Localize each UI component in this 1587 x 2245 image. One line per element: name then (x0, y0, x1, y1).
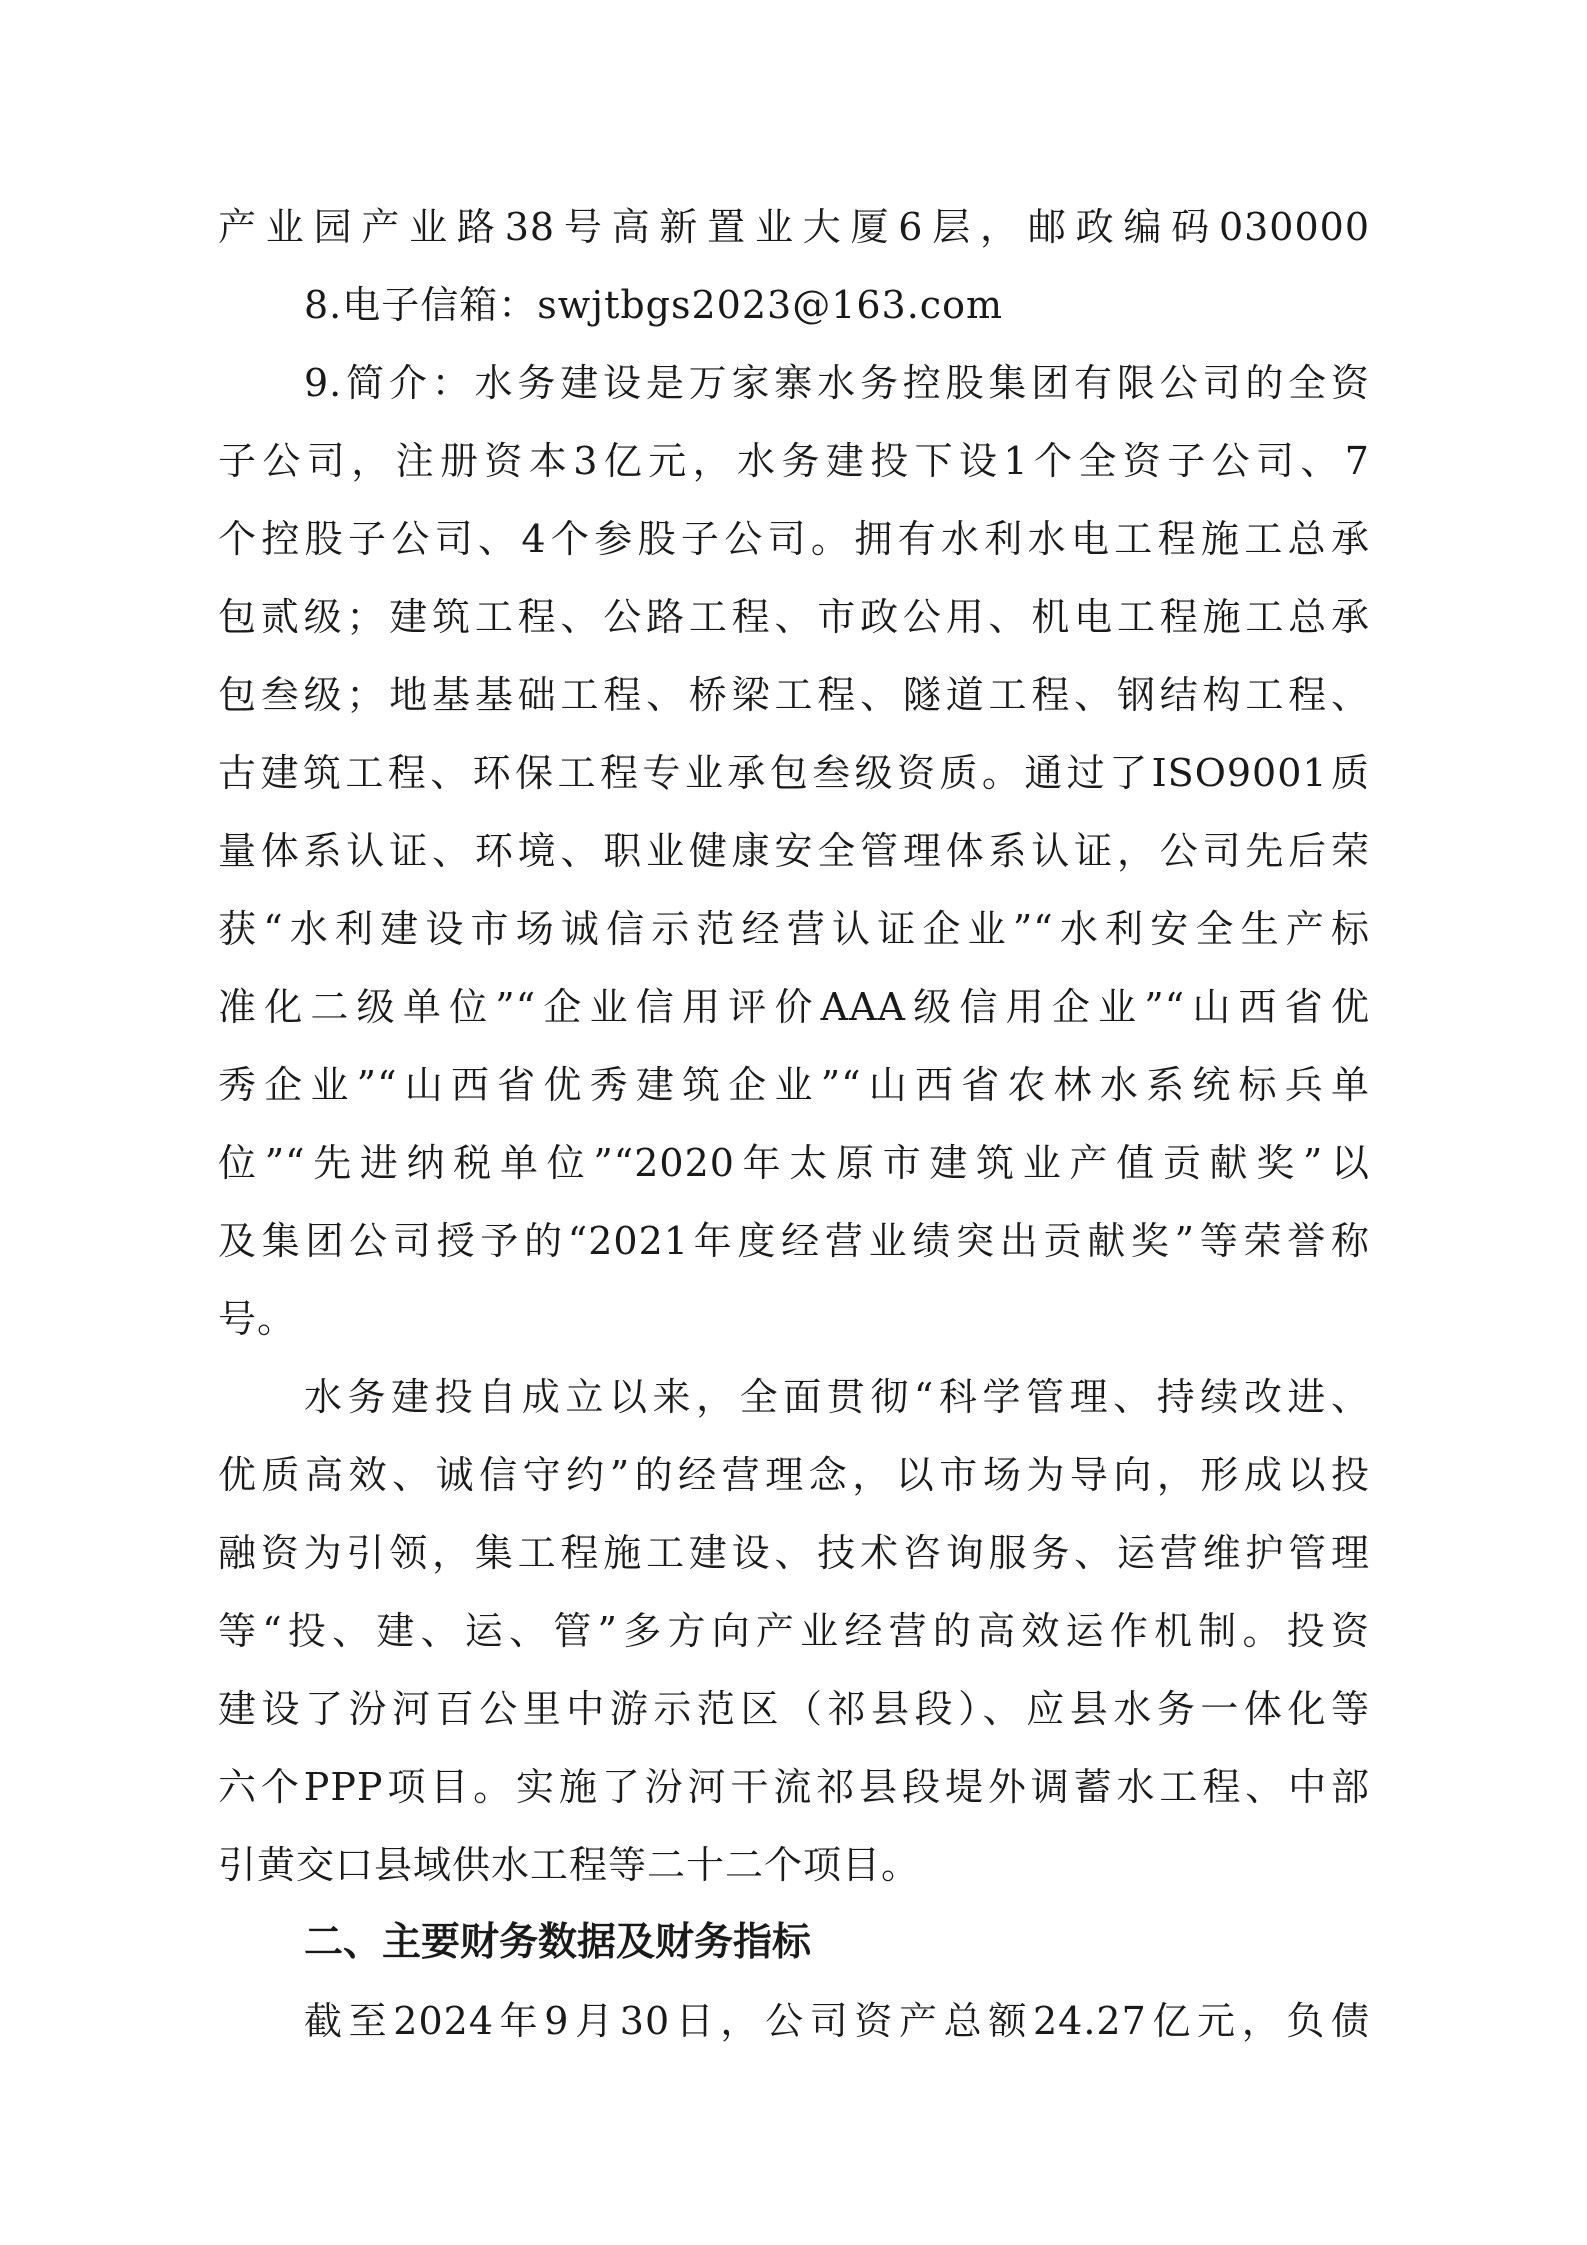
text-line: 古建筑工程、环保工程专业承包叁级资质。通过了ISO9001质 (218, 751, 1370, 795)
text-line: 引黄交口县域供水工程等二十二个项目。 (218, 1843, 921, 1887)
text-line: 包叁级；地基基础工程、桥梁工程、隧道工程、钢结构工程、 (218, 673, 1370, 717)
text-line: 个控股子公司、4个参股子公司。拥有水利水电工程施工总承 (218, 517, 1370, 561)
text-line: 9.简介：水务建设是万家寨水务控股集团有限公司的全资 (304, 361, 1370, 405)
document-body (218, 188, 1370, 2060)
text-line: 量体系认证、环境、职业健康安全管理体系认证，公司先后荣 (218, 829, 1370, 873)
text-line: 8.电子信箱：swjtbgs2023@163.com (304, 283, 1003, 327)
text-line: 等“投、建、运、管”多方向产业经营的高效运作机制。投资 (218, 1609, 1370, 1653)
text-line: 截至2024年9月30日，公司资产总额24.27亿元，负债 (304, 1999, 1370, 2043)
text-line: 优质高效、诚信守约”的经营理念，以市场为导向，形成以投 (218, 1453, 1370, 1497)
text-line: 位”“先进纳税单位”“2020年太原市建筑业产值贡献奖”以 (218, 1141, 1370, 1185)
text-line: 秀企业”“山西省优秀建筑企业”“山西省农林水系统标兵单 (218, 1063, 1370, 1107)
text-line: 六个PPP项目。实施了汾河干流祁县段堤外调蓄水工程、中部 (218, 1765, 1370, 1809)
text-line: 水务建投自成立以来，全面贯彻“科学管理、持续改进、 (304, 1375, 1370, 1419)
text-line: 包贰级；建筑工程、公路工程、市政公用、机电工程施工总承 (218, 595, 1370, 639)
text-line: 建设了汾河百公里中游示范区（祁县段）、应县水务一体化等 (218, 1687, 1370, 1731)
text-line: 准化二级单位”“企业信用评价AAA级信用企业”“山西省优 (218, 985, 1370, 1029)
section-heading: 二、主要财务数据及财务指标 (304, 1920, 812, 1965)
text-line: 号。 (218, 1297, 297, 1341)
text-line: 子公司，注册资本3亿元，水务建投下设1个全资子公司、7 (218, 439, 1370, 483)
text-line: 融资为引领，集工程施工建设、技术咨询服务、运营维护管理 (218, 1531, 1370, 1575)
text-line: 获“水利建设市场诚信示范经营认证企业”“水利安全生产标 (218, 907, 1370, 951)
text-line: 产业园产业路38号高新置业大厦6层，邮政编码030000 (218, 205, 1370, 249)
text-line: 及集团公司授予的“2021年度经营业绩突出贡献奖”等荣誉称 (218, 1219, 1370, 1263)
